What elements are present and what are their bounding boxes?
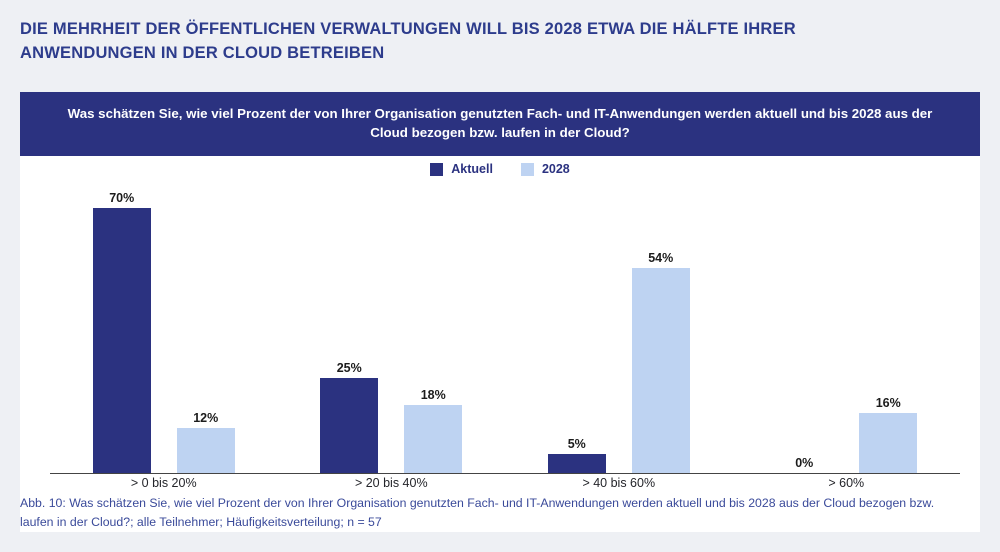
bar-aktuell [93,164,151,473]
category-label: > 20 bis 40% [354,476,428,490]
plot-area [20,164,980,474]
category-label: > 60% [828,476,865,490]
bar-value-label: 5% [567,436,586,451]
category-axis-labels [50,476,960,490]
bar-value-label: 0% [795,455,814,470]
bar-rect [93,208,151,473]
category-label: > 40 bis 60% [582,476,656,490]
bar-2028 [859,164,917,473]
bar-rect [177,428,235,473]
bar-group [50,164,278,473]
bar-group [505,164,733,473]
bar-value-label: 12% [193,410,219,425]
bar-value-label: 25% [336,360,362,375]
figure-caption: Abb. 10: Was schätzen Sie, wie viel Prozent der von Ihrer Organisation genutzten Fach- und IT-Anwendungen werden aktuell und bis 2028 aus der Cloud bezogen bzw. laufen in der Cloud?; alle Teilnehmer; Häufigkeitsverteilung; n = 57 [20,496,935,530]
category-label: > 0 bis 20% [130,476,197,490]
bar-value-label: 70% [109,190,135,205]
bar-value-label: 18% [420,387,446,402]
bar-aktuell [775,164,833,473]
bar-rect [859,413,917,473]
question-banner: Was schätzen Sie, wie viel Prozent der von Ihrer Organisation genutzten Fach- und IT-Anwendungen werden aktuell und bis 2028 aus der Cloud bezogen bzw. laufen in der Cloud? [20,92,980,156]
bar-value-label: 54% [648,250,674,265]
bar-rect [404,405,462,473]
legend-label-aktuell: Aktuell [451,162,493,176]
bar-groups [50,164,960,473]
legend-label-2028: 2028 [541,162,570,176]
bar-rect [632,268,690,473]
chart-card [20,92,980,532]
bar-group [278,164,506,473]
bar-2028 [632,164,690,473]
bar-2028 [404,164,462,473]
bar-rect [320,378,378,473]
bar-aktuell [320,164,378,473]
bar-value-label: 16% [875,395,901,410]
bar-aktuell [548,164,606,473]
bar-rect [548,454,606,473]
bar-2028 [177,164,235,473]
bar-group [733,164,961,473]
x-axis-line [50,473,960,474]
page-title: DIE MEHRHEIT DER ÖFFENTLICHEN VERWALTUNGEN WILL BIS 2028 ETWA DIE HÄLFTE IHRER ANWENDUNGEN IN DER CLOUD BETREIBEN [20,20,796,62]
